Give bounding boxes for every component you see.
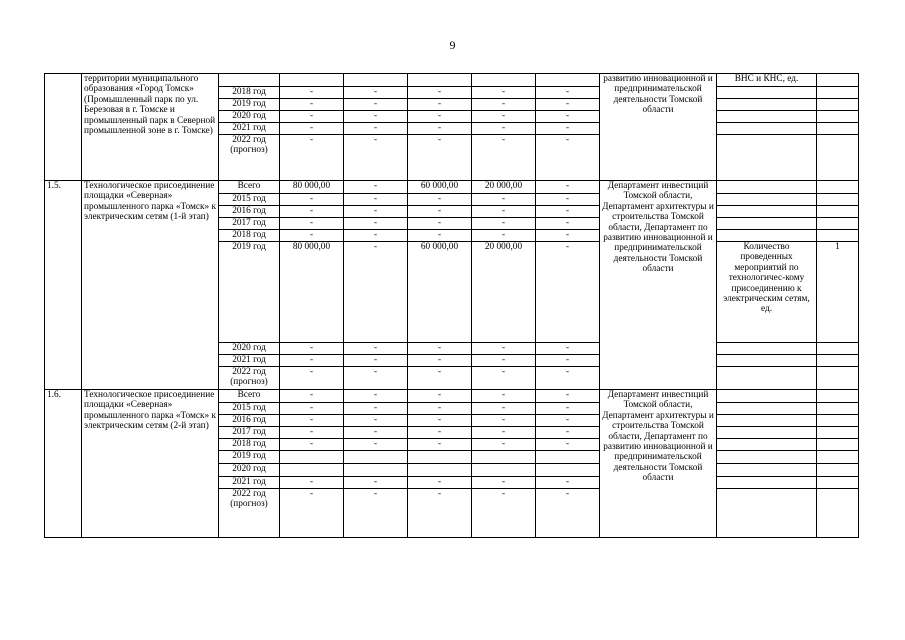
- value-cell: [408, 464, 472, 477]
- value-cell: -: [344, 477, 408, 489]
- value-cell: -: [536, 415, 600, 427]
- value-cell: -: [536, 111, 600, 123]
- value-cell: -: [280, 477, 344, 489]
- value-cell: -: [408, 111, 472, 123]
- indicator-cell: [717, 439, 817, 451]
- value-cell: -: [408, 390, 472, 403]
- value-cell: -: [344, 489, 408, 538]
- value-cell: -: [408, 194, 472, 206]
- indicator-cell: [717, 135, 817, 181]
- year-label: 2021 год: [219, 123, 280, 135]
- value-cell: [408, 74, 472, 87]
- year-label: [219, 74, 280, 87]
- value-cell: -: [344, 111, 408, 123]
- value-cell: -: [280, 230, 344, 242]
- year-label: 2019 год: [219, 451, 280, 464]
- value-cell: -: [472, 489, 536, 538]
- value-cell: -: [472, 355, 536, 367]
- value-cell: -: [536, 439, 600, 451]
- row2-responsible: Департамент инвестиций Томской области, Департамент архитектуры и строительства Томской области, Департамент по развитию инновационной и предпринимательской деятельности Томской области: [600, 390, 717, 538]
- value-cell: -: [536, 343, 600, 355]
- indicator-cell: [717, 367, 817, 390]
- indicator-value-cell: [817, 489, 859, 538]
- indicator-value-cell: [817, 427, 859, 439]
- value-cell: -: [344, 367, 408, 390]
- value-cell: -: [344, 181, 408, 194]
- row1-name: Технологическое присоединение площадки «Северная» промышленного парка «Томск» к электрическим сетям (1-й этап): [82, 181, 219, 390]
- row1-indicator: Количество проведенных мероприятий по технологичес-кому присоединению к электрическим сетям, ед.: [717, 242, 817, 343]
- value-cell: -: [280, 206, 344, 218]
- value-cell: [280, 74, 344, 87]
- value-cell: [344, 74, 408, 87]
- indicator-cell: [717, 230, 817, 242]
- year-label: Всего: [219, 390, 280, 403]
- value-cell: -: [472, 87, 536, 99]
- indicator-value-cell: [817, 477, 859, 489]
- indicator-value-cell: [817, 99, 859, 111]
- value-cell: -: [280, 343, 344, 355]
- value-cell: -: [408, 99, 472, 111]
- row2-subrow: [45, 390, 859, 403]
- indicator-cell: [717, 343, 817, 355]
- value-cell: -: [408, 206, 472, 218]
- value-cell: -: [536, 123, 600, 135]
- value-cell: -: [472, 477, 536, 489]
- year-label: 2016 год: [219, 206, 280, 218]
- value-cell: -: [536, 135, 600, 181]
- value-cell: -: [280, 390, 344, 403]
- value-cell: -: [472, 439, 536, 451]
- value-cell: -: [408, 343, 472, 355]
- row0-name: территории муниципального образования «Город Томск» (Промышленный парк по ул. Березовая в г. Томске и промышленный парк в Северной промышленной зоне в г. Томске): [82, 74, 219, 181]
- value-cell: -: [408, 427, 472, 439]
- value-cell: -: [280, 355, 344, 367]
- value-cell: -: [280, 194, 344, 206]
- indicator-cell: [717, 218, 817, 230]
- value-cell: -: [472, 206, 536, 218]
- value-cell: -: [472, 367, 536, 390]
- value-cell: -: [408, 355, 472, 367]
- value-cell: -: [344, 135, 408, 181]
- year-label: 2022 год (прогноз): [219, 135, 280, 181]
- value-cell: -: [472, 415, 536, 427]
- indicator-value-cell: [817, 464, 859, 477]
- indicator-value-cell: [817, 390, 859, 403]
- value-cell: -: [536, 355, 600, 367]
- value-cell: -: [536, 427, 600, 439]
- indicator-value-cell: [817, 218, 859, 230]
- year-label: 2017 год: [219, 218, 280, 230]
- value-cell: -: [344, 427, 408, 439]
- year-label: 2015 год: [219, 403, 280, 415]
- indicator-value-cell: [817, 206, 859, 218]
- value-cell: -: [536, 87, 600, 99]
- value-cell: -: [536, 181, 600, 194]
- indicator-cell: [717, 451, 817, 464]
- value-cell: -: [536, 194, 600, 206]
- value-cell: -: [344, 390, 408, 403]
- value-cell: -: [344, 415, 408, 427]
- value-cell: -: [344, 230, 408, 242]
- value-cell: -: [344, 99, 408, 111]
- row0-responsible: развитию инновационной и предпринимательской деятельности Томской области: [600, 74, 717, 181]
- value-cell: -: [536, 489, 600, 538]
- value-cell: [280, 451, 344, 464]
- value-cell: -: [472, 99, 536, 111]
- year-label: 2016 год: [219, 415, 280, 427]
- year-label: 2022 год (прогноз): [219, 489, 280, 538]
- indicator-value-cell: [817, 343, 859, 355]
- value-cell: -: [472, 343, 536, 355]
- indicator-cell: [717, 111, 817, 123]
- value-cell: -: [472, 194, 536, 206]
- value-cell: -: [408, 230, 472, 242]
- value-cell: -: [536, 367, 600, 390]
- value-cell: -: [408, 87, 472, 99]
- value-cell: 20 000,00: [472, 242, 536, 343]
- value-cell: [536, 451, 600, 464]
- value-cell: -: [344, 439, 408, 451]
- indicator-cell: [717, 181, 817, 194]
- indicator-value-cell: [817, 123, 859, 135]
- value-cell: -: [536, 218, 600, 230]
- value-cell: [472, 451, 536, 464]
- value-cell: -: [472, 403, 536, 415]
- indicator-value-cell: [817, 355, 859, 367]
- value-cell: -: [344, 242, 408, 343]
- value-cell: -: [408, 218, 472, 230]
- value-cell: 60 000,00: [408, 242, 472, 343]
- row2-name: Технологическое присоединение площадки «Северная» промышленного парка «Томск» к электрическим сетям (2-й этап): [82, 390, 219, 538]
- value-cell: -: [280, 427, 344, 439]
- indicator-cell: [717, 390, 817, 403]
- indicator-value-cell: [817, 415, 859, 427]
- value-cell: -: [408, 415, 472, 427]
- indicator-cell: [717, 355, 817, 367]
- value-cell: -: [536, 99, 600, 111]
- year-label: 2018 год: [219, 439, 280, 451]
- indicator-value-cell: [817, 439, 859, 451]
- value-cell: -: [408, 477, 472, 489]
- value-cell: -: [280, 439, 344, 451]
- value-cell: -: [344, 355, 408, 367]
- indicator-value-cell: [817, 74, 859, 87]
- value-cell: -: [536, 206, 600, 218]
- value-cell: -: [408, 135, 472, 181]
- value-cell: -: [536, 230, 600, 242]
- value-cell: -: [280, 87, 344, 99]
- indicator-cell: [717, 403, 817, 415]
- value-cell: [536, 74, 600, 87]
- indicator-cell: [717, 477, 817, 489]
- year-label: 2019 год: [219, 242, 280, 343]
- indicator-value-cell: [817, 111, 859, 123]
- value-cell: -: [344, 87, 408, 99]
- year-label: 2020 год: [219, 464, 280, 477]
- year-label: 2015 год: [219, 194, 280, 206]
- value-cell: [344, 464, 408, 477]
- value-cell: -: [536, 390, 600, 403]
- indicator-value-cell: [817, 451, 859, 464]
- value-cell: -: [344, 206, 408, 218]
- program-table: [44, 73, 859, 538]
- value-cell: -: [536, 242, 600, 343]
- year-label: 2017 год: [219, 427, 280, 439]
- indicator-value-cell: [817, 230, 859, 242]
- value-cell: [472, 74, 536, 87]
- value-cell: -: [472, 135, 536, 181]
- value-cell: -: [280, 218, 344, 230]
- value-cell: -: [408, 123, 472, 135]
- value-cell: -: [280, 489, 344, 538]
- value-cell: -: [280, 367, 344, 390]
- year-label: 2021 год: [219, 355, 280, 367]
- value-cell: -: [280, 415, 344, 427]
- value-cell: -: [280, 99, 344, 111]
- indicator-cell: [717, 427, 817, 439]
- year-label: 2019 год: [219, 99, 280, 111]
- value-cell: -: [536, 477, 600, 489]
- value-cell: -: [280, 135, 344, 181]
- value-cell: -: [344, 123, 408, 135]
- indicator-cell: [717, 87, 817, 99]
- value-cell: -: [472, 390, 536, 403]
- value-cell: [408, 451, 472, 464]
- row2-number: 1.6.: [45, 390, 82, 538]
- value-cell: -: [472, 218, 536, 230]
- page-number: 9: [449, 38, 456, 52]
- value-cell: -: [472, 230, 536, 242]
- value-cell: 80 000,00: [280, 242, 344, 343]
- indicator-cell: [717, 194, 817, 206]
- row1-responsible: Департамент инвестиций Томской области, Департамент архитектуры и строительства Томской области, Департамент по развитию инновационной и предпринимательской деятельности Томской области: [600, 181, 717, 390]
- indicator-cell: [717, 206, 817, 218]
- year-label: 2020 год: [219, 343, 280, 355]
- indicator-cell: [717, 99, 817, 111]
- year-label: 2018 год: [219, 230, 280, 242]
- value-cell: -: [536, 403, 600, 415]
- value-cell: 20 000,00: [472, 181, 536, 194]
- value-cell: -: [408, 403, 472, 415]
- value-cell: -: [344, 403, 408, 415]
- value-cell: 60 000,00: [408, 181, 472, 194]
- value-cell: [472, 464, 536, 477]
- indicator-cell: [717, 489, 817, 538]
- year-label: Всего: [219, 181, 280, 194]
- year-label: 2022 год (прогноз): [219, 367, 280, 390]
- value-cell: -: [280, 403, 344, 415]
- row1-subrow: [45, 181, 859, 194]
- value-cell: -: [472, 123, 536, 135]
- value-cell: -: [280, 111, 344, 123]
- value-cell: -: [408, 367, 472, 390]
- year-label: 2018 год: [219, 87, 280, 99]
- value-cell: -: [344, 194, 408, 206]
- row1-indicator-value: 1: [817, 242, 859, 343]
- value-cell: [280, 464, 344, 477]
- indicator-value-cell: [817, 367, 859, 390]
- value-cell: -: [344, 343, 408, 355]
- value-cell: -: [344, 218, 408, 230]
- indicator-cell: ВНС и КНС, ед.: [717, 74, 817, 87]
- value-cell: -: [408, 439, 472, 451]
- value-cell: [536, 464, 600, 477]
- program-table-body: [45, 74, 859, 538]
- indicator-value-cell: [817, 403, 859, 415]
- indicator-cell: [717, 123, 817, 135]
- row0-number: [45, 74, 82, 181]
- indicator-value-cell: [817, 135, 859, 181]
- row1-number: 1.5.: [45, 181, 82, 390]
- value-cell: 80 000,00: [280, 181, 344, 194]
- row0-subrow: [45, 74, 859, 87]
- indicator-value-cell: [817, 194, 859, 206]
- indicator-value-cell: [817, 87, 859, 99]
- indicator-value-cell: [817, 181, 859, 194]
- indicator-cell: [717, 415, 817, 427]
- value-cell: -: [472, 427, 536, 439]
- year-label: 2021 год: [219, 477, 280, 489]
- year-label: 2020 год: [219, 111, 280, 123]
- value-cell: -: [280, 123, 344, 135]
- value-cell: -: [408, 489, 472, 538]
- value-cell: [344, 451, 408, 464]
- value-cell: -: [472, 111, 536, 123]
- indicator-cell: [717, 464, 817, 477]
